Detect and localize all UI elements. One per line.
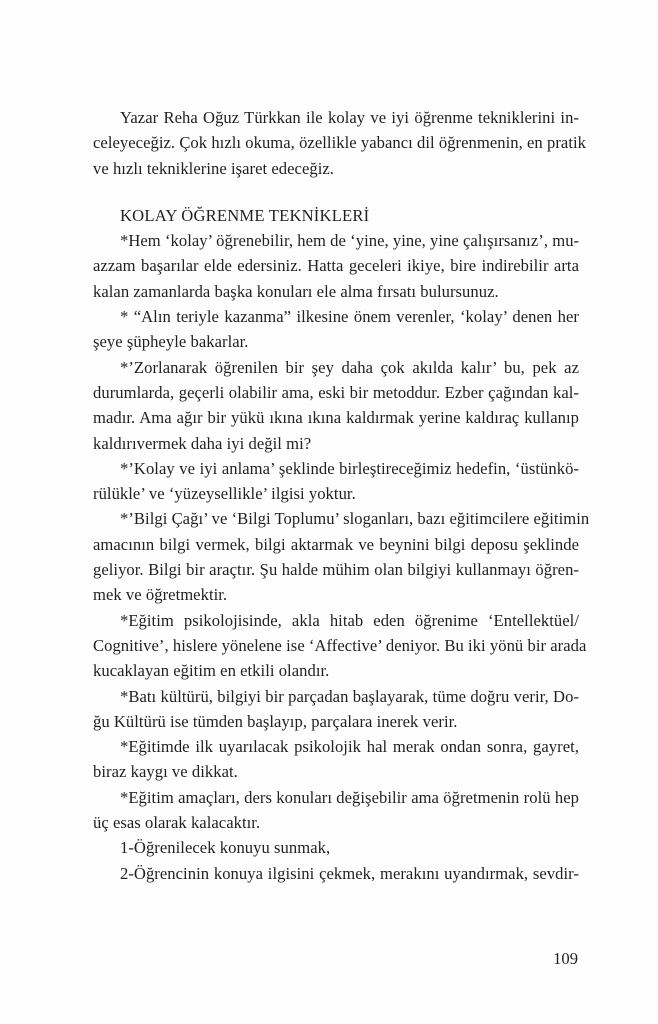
text-line: *Eğitimde ilk uyarılacak psikolojik hal merak ondan sonra, gayret, bbox=[120, 737, 579, 757]
text-line: amacının bilgi vermek, bilgi aktarmak ve beynini bilgi deposu şeklinde bbox=[93, 534, 579, 554]
text-line: *’Bilgi Çağı’ ve ‘Bilgi Toplumu’ sloganları, bazı eğitimcilere eğitimin bbox=[120, 509, 590, 529]
paragraph-gap bbox=[93, 181, 579, 203]
paragraph bbox=[93, 456, 579, 507]
paragraph bbox=[93, 785, 579, 836]
text-line: rülükle’ ve ‘yüzeysellikle’ ilgisi yoktur. bbox=[93, 484, 356, 504]
paragraph bbox=[93, 228, 579, 304]
paragraph bbox=[93, 304, 579, 355]
paragraph bbox=[93, 506, 590, 607]
paragraph bbox=[93, 734, 579, 785]
text-line: *’Kolay ve iyi anlama’ şeklinde birleştireceğimiz hedefin, ‘üstünkö- bbox=[120, 458, 579, 478]
text-line: *Batı kültürü, bilgiyi bir parçadan başlayarak, tüme doğru verir, Do- bbox=[120, 686, 579, 706]
text-line: kaldırıvermek daha iyi değil mi? bbox=[93, 433, 312, 453]
paragraph bbox=[93, 684, 579, 735]
page-number: 109 bbox=[553, 949, 578, 968]
text-line: kalan zamanlarda başka konuları ele alma fırsatı bulursunuz. bbox=[93, 281, 499, 301]
text-line: ğu Kültürü ise tümden başlayıp, parçalara inerek verir. bbox=[93, 711, 458, 731]
text-line: celeyeceğiz. Çok hızlı okuma, özellikle yabancı dil öğrenmenin, en pratik bbox=[93, 133, 586, 153]
numbered-list bbox=[93, 835, 579, 886]
text-line: şeye şüpheyle bakarlar. bbox=[93, 332, 249, 352]
text-line: üç esas olarak kalacaktır. bbox=[93, 813, 261, 833]
text-line: madır. Ama ağır bir yükü ıkına ıkına kaldırmak yerine kaldıraç kullanıp bbox=[93, 408, 579, 428]
list-item: 1-Öğrenilecek konuyu sunmak, bbox=[120, 838, 331, 858]
text-line: mek ve öğretmektir. bbox=[93, 585, 228, 605]
paragraph bbox=[93, 608, 587, 684]
text-line: durumlarda, geçerli olabilir ama, eski bir metoddur. Ezber çağından kal- bbox=[93, 382, 579, 402]
list-item: 2-Öğrencinin konuya ilgisini çekmek, merakını uyandırmak, sevdir- bbox=[120, 863, 579, 883]
text-line: geliyor. Bilgi bir araçtır. Şu halde mühim olan bilgiyi kullanmayı öğren- bbox=[93, 560, 579, 580]
text-line: Cognitive’, hislere yönelene ise ‘Affective’ deniyor. Bu iki yönü bir arada bbox=[93, 635, 587, 655]
text-line: biraz kaygı ve dikkat. bbox=[93, 762, 238, 782]
section-heading: KOLAY ÖĞRENME TEKNİKLERİ bbox=[120, 205, 370, 225]
text-line: Yazar Reha Oğuz Türkkan ile kolay ve iyi öğrenme tekniklerini in- bbox=[120, 108, 579, 127]
text-line: ve hızlı tekniklerine işaret edeceğiz. bbox=[93, 158, 335, 178]
text-line: kucaklayan eğitim en etkili olandır. bbox=[93, 661, 330, 681]
text-line: *Eğitim psikolojisinde, akla hitab eden öğrenime ‘Entellektüel/ bbox=[120, 610, 579, 630]
text-line: *Hem ‘kolay’ öğrenebilir, hem de ‘yine, yine, yine çalışırsanız’, mu- bbox=[120, 231, 580, 251]
text-line: *’Zorlanarak öğrenilen bir şey daha çok akılda kalır’ bu, pek az bbox=[120, 357, 579, 377]
text-line: * “Alın teriyle kazanma” ilkesine önem verenler, ‘kolay’ denen her bbox=[120, 307, 579, 327]
book-page-body bbox=[93, 105, 590, 886]
text-line: azzam başarılar elde edersiniz. Hatta geceleri ikiye, bire indirebilir arta bbox=[93, 256, 579, 276]
text-line: *Eğitim amaçları, ders konuları değişebilir ama öğretmenin rolü hep bbox=[120, 787, 579, 807]
intro-paragraph bbox=[93, 105, 586, 181]
paragraph bbox=[93, 355, 579, 456]
